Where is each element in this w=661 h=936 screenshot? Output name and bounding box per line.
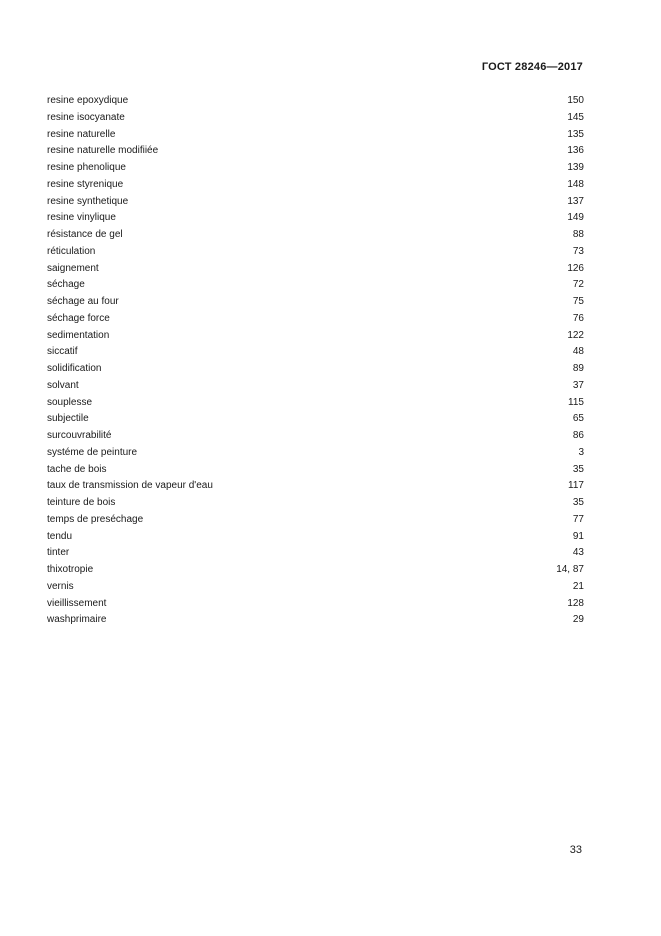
index-entry (47, 277, 584, 294)
index-page-ref: 128 (567, 597, 584, 609)
index-page-ref: 14, 87 (556, 564, 584, 575)
index-page-ref: 88 (572, 229, 584, 240)
index-page-ref: 136 (567, 145, 584, 157)
index-page-ref: 126 (567, 262, 584, 274)
index-entry (47, 428, 584, 445)
index-page-ref: 150 (567, 95, 584, 106)
index-term: solvant (47, 379, 79, 391)
index-term: souplesse (47, 396, 93, 408)
index-entry (47, 512, 584, 529)
index-page-ref: 73 (572, 245, 584, 257)
index-term: vieillissement (47, 597, 107, 609)
index-entry (47, 127, 584, 144)
index-entry (47, 596, 584, 613)
index-term: teinture de bois (47, 497, 116, 508)
index-entry (47, 361, 584, 378)
index-page-ref: 86 (572, 430, 584, 441)
index-term: resine epoxydique (47, 95, 129, 106)
index-term: tache de bois (47, 463, 107, 475)
index-entry (47, 344, 584, 361)
index-page-ref: 29 (572, 614, 584, 626)
index-term: saignement (47, 262, 99, 274)
index-term: siccatif (47, 346, 78, 358)
index-page-ref: 65 (572, 413, 584, 425)
index-page-ref: 145 (567, 111, 584, 123)
index-page-ref: 137 (567, 195, 584, 207)
index-page-ref: 77 (572, 513, 584, 525)
index-term: tinter (47, 547, 70, 559)
index-page-ref: 35 (572, 463, 584, 475)
index-entry (47, 177, 584, 194)
index-term: sedimentation (47, 329, 110, 341)
index-entry (47, 478, 584, 495)
index-entry (47, 261, 584, 278)
index-entry (47, 579, 584, 596)
index-page-ref: 21 (572, 580, 584, 592)
index-entry (47, 328, 584, 345)
index-page-ref: 72 (572, 279, 584, 291)
index-page-ref: 3 (578, 446, 584, 458)
index-entry (47, 529, 584, 546)
index-term: surcouvrabilité (47, 430, 112, 441)
index-page-ref: 43 (572, 547, 584, 559)
index-page-ref: 91 (572, 530, 584, 542)
index-term: thixotropie (47, 564, 94, 575)
index-entry (47, 395, 584, 412)
index-page-ref: 148 (567, 178, 584, 190)
index-entry (47, 545, 584, 562)
index-page-ref: 122 (567, 329, 584, 341)
index-page-ref: 115 (568, 396, 584, 408)
index-entry (47, 462, 584, 479)
index-entry (47, 378, 584, 395)
index-term: temps de preséchage (47, 513, 144, 525)
index-page-ref: 35 (572, 497, 584, 508)
index-term: resine styrenique (47, 178, 124, 190)
index-term: taux de transmission de vapeur d'eau (47, 480, 213, 492)
index-entry (47, 227, 584, 244)
index-entry (47, 160, 584, 177)
page-number: 33 (569, 844, 582, 856)
index-term: tendu (47, 530, 73, 542)
index-entry (47, 143, 584, 160)
index-page-ref: 117 (568, 480, 584, 492)
index-term: séchage (47, 279, 85, 291)
index-entry (47, 194, 584, 211)
index-entry (47, 244, 584, 261)
index-entry (47, 294, 584, 311)
index-entry (47, 311, 584, 328)
index-entry (47, 110, 584, 127)
index-term: resine synthetique (47, 195, 129, 207)
index-term: resine naturelle modifiiée (47, 145, 159, 157)
index-entry (47, 612, 584, 629)
index-term: resine naturelle (47, 128, 116, 140)
index-term: washprimaire (47, 614, 107, 626)
index-term: séchage force (47, 312, 110, 324)
index-term: solidification (47, 363, 102, 374)
index-page-ref: 135 (567, 128, 584, 140)
index-page-ref: 75 (572, 296, 584, 307)
index-term: systéme de peinture (47, 446, 138, 458)
index-page-ref: 139 (567, 162, 584, 173)
index-page-ref: 89 (572, 363, 584, 374)
document-header-id: ГОСТ 28246—2017 (481, 61, 583, 73)
index-term: résistance de gel (47, 229, 123, 240)
index-entry (47, 93, 584, 110)
index-page-ref: 76 (572, 312, 584, 324)
index-term: resine isocyanate (47, 111, 125, 123)
index-term: resine phenolique (47, 162, 126, 173)
index-entry (47, 210, 584, 227)
alphabetical-index (47, 93, 584, 629)
index-entry (47, 411, 584, 428)
index-term: subjectile (47, 413, 89, 425)
index-entry (47, 495, 584, 512)
index-term: réticulation (47, 245, 96, 257)
index-entry (47, 445, 584, 462)
index-term: séchage au four (47, 296, 119, 307)
index-page-ref: 37 (572, 379, 584, 391)
index-page-ref: 149 (567, 212, 584, 224)
index-page-ref: 48 (572, 346, 584, 358)
index-term: resine vinylique (47, 212, 116, 224)
index-term: vernis (47, 580, 74, 592)
index-entry (47, 562, 584, 579)
